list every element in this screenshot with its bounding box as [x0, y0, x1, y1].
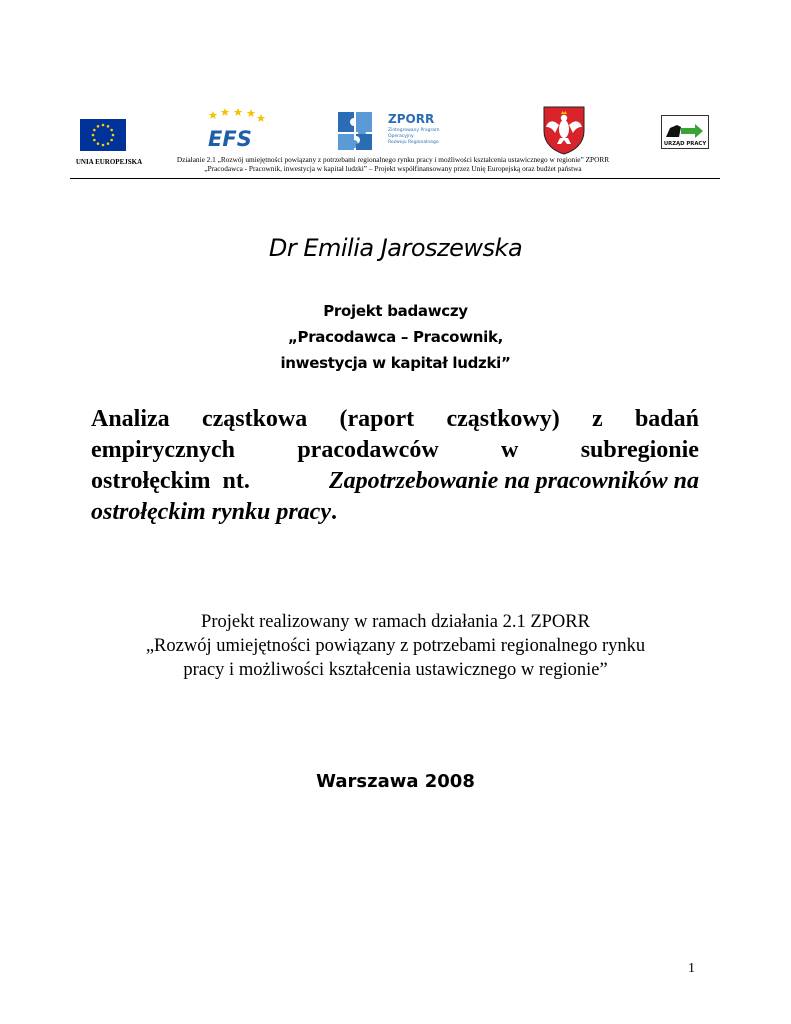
- eu-star-icon: [102, 144, 105, 147]
- realization-line-1: Projekt realizowany w ramach działania 2.1 ZPORR: [201, 612, 590, 632]
- place-date: Warszawa 2008: [316, 771, 475, 792]
- page-number: 1: [688, 961, 695, 976]
- zporr-logo-subtitle-3: Rozwoju Regionalnego: [388, 140, 439, 145]
- header-description-line: Działanie 2.1 „Rozwój umiejętności powiązany z potrzebami regionalnego rynku pracy i możliwości kształcenia ustawicznego w regionie” ZPORR: [176, 155, 610, 164]
- title-word: (raport: [339, 406, 415, 432]
- title-word: Analiza: [91, 406, 170, 432]
- eu-star-icon: [93, 139, 96, 142]
- title-word: pracodawców: [297, 437, 439, 463]
- zporr-logo-subtitle-1: Zintegrowany Program: [388, 128, 440, 133]
- title-line-1: [91, 404, 699, 435]
- title-word: badań: [634, 406, 699, 432]
- efs-logo-text: EFS: [208, 127, 252, 151]
- eu-star-icon: [92, 134, 95, 137]
- report-title: [91, 404, 699, 528]
- header-description-line: „Pracodawca - Pracownik, inwestycja w kapitał ludzki” – Projekt współfinansowany przez Unię Europejską oraz budżet państwa: [204, 164, 582, 173]
- project-label: Projekt badawczy: [323, 302, 468, 320]
- title-word: z: [592, 406, 603, 432]
- zporr-logo-title: ZPORR: [388, 112, 435, 126]
- eu-star-icon: [97, 125, 100, 128]
- realization-line-3: pracy i możliwości kształcenia ustawicznego w regionie”: [183, 660, 608, 680]
- efs-logo: [203, 108, 269, 152]
- eu-star-icon: [93, 129, 96, 132]
- eu-star-icon: [102, 124, 105, 127]
- header-divider: [70, 178, 720, 179]
- eu-star-icon: [110, 139, 113, 142]
- eu-star-icon: [97, 142, 100, 145]
- mazowsze-coat-of-arms-logo: [542, 105, 586, 155]
- author-name: Dr Emilia Jaroszewska: [268, 234, 523, 262]
- title-word: subregionie: [580, 437, 699, 463]
- title-word: w: [501, 437, 519, 463]
- title-plain-segment: ostrołęckim nt.: [91, 468, 250, 494]
- eu-flag-logo: [80, 119, 126, 151]
- urzad-pracy-label: URZĄD PRACY: [663, 141, 707, 147]
- eu-star-icon: [107, 125, 110, 128]
- title-word: cząstkowy): [446, 406, 560, 432]
- title-line-3: [91, 466, 699, 497]
- header-description: [150, 155, 636, 173]
- eu-star-icon: [107, 142, 110, 145]
- project-name-line-1: „Pracodawca – Pracownik,: [287, 328, 504, 346]
- eu-label: UNIA EUROPEJSKA: [75, 158, 143, 166]
- title-word: empirycznych: [91, 437, 235, 463]
- title-italic-segment: ostrołęckim rynku pracy: [91, 499, 331, 525]
- eu-star-icon: [110, 129, 113, 132]
- eu-star-icon: [112, 134, 115, 137]
- urzad-pracy-logo: [661, 115, 709, 149]
- title-italic-segment: Zapotrzebowanie na pracowników na: [328, 468, 699, 494]
- zporr-logo-subtitle-2: Operacyjny: [388, 134, 414, 139]
- realization-line-2: „Rozwój umiejętności powiązany z potrzebami regionalnego rynku: [145, 636, 646, 656]
- zporr-logo: [336, 108, 446, 152]
- title-line-4: [91, 497, 699, 528]
- title-period: .: [331, 499, 337, 525]
- title-word: cząstkowa: [201, 406, 308, 432]
- title-line-2: [91, 435, 699, 466]
- project-name-line-2: inwestycja w kapitał ludzki”: [280, 354, 511, 372]
